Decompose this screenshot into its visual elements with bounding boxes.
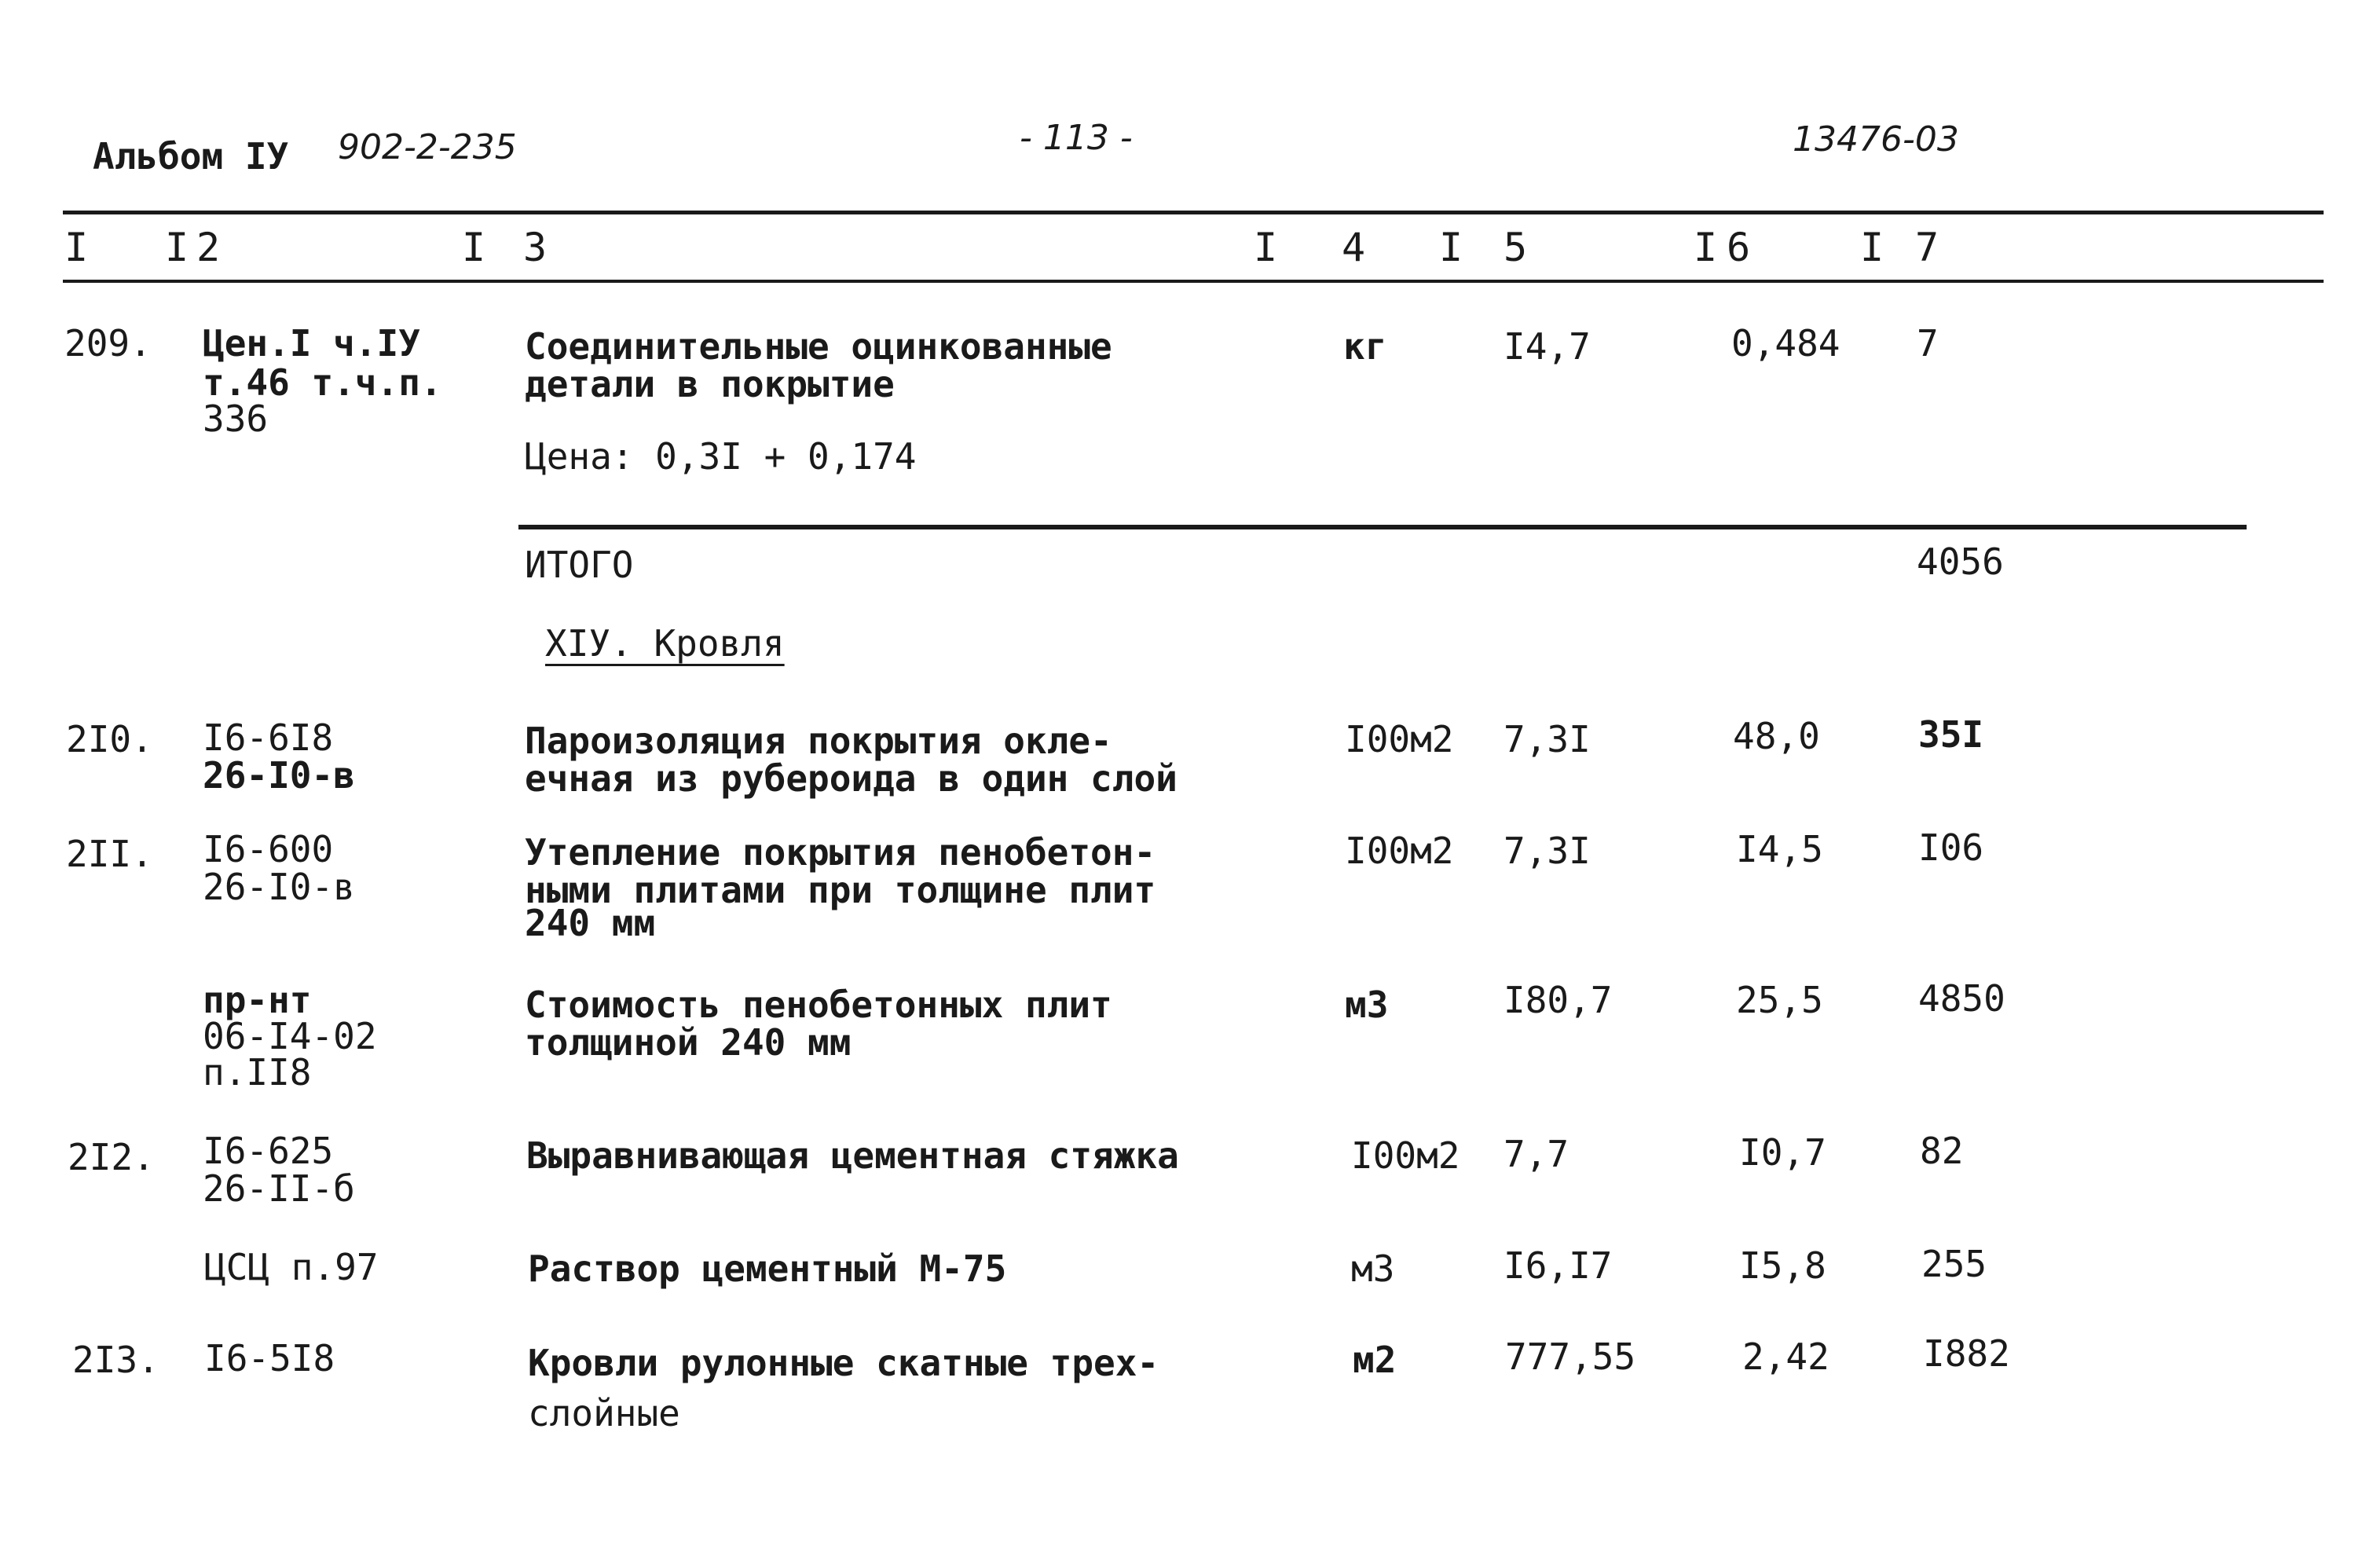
- total-value: 4056: [1917, 540, 2004, 583]
- page-number: - 113 -: [1020, 118, 1133, 158]
- document-code: 13476-03: [1793, 119, 1959, 159]
- row-price: I0,7: [1739, 1131, 1826, 1174]
- row-price: 0,484: [1731, 322, 1840, 365]
- row-unit: м3: [1345, 984, 1389, 1026]
- row-code-line: 26-I0-в: [203, 866, 355, 908]
- row-total: 7: [1917, 322, 1939, 365]
- column-divider: I: [1860, 225, 1884, 270]
- column-number: 4: [1342, 225, 1366, 270]
- top-rule: [63, 211, 2324, 214]
- row-number: 2I2.: [68, 1136, 155, 1178]
- row-quantity: 7,3I: [1503, 830, 1591, 872]
- row-number: 209.: [64, 322, 152, 365]
- row-unit: кг: [1343, 325, 1387, 368]
- column-number: 2: [196, 225, 221, 270]
- row-total: I06: [1918, 826, 1984, 869]
- row-code-line: 26-I0-в: [203, 754, 355, 797]
- row-description-line: ными плитами при толщине плит: [525, 869, 1156, 911]
- project-code: 902-2-235: [338, 127, 517, 167]
- row-description-line: Кровли рулонные скатные трех-: [528, 1342, 1159, 1384]
- row-code-line: I6-625: [203, 1130, 334, 1172]
- column-number: 7: [1915, 225, 1939, 270]
- column-divider: I: [462, 225, 486, 270]
- row-price: 25,5: [1736, 979, 1823, 1021]
- row-code-line: I6-600: [203, 828, 334, 870]
- row-quantity: I6,I7: [1503, 1244, 1613, 1287]
- row-number: 2I0.: [66, 718, 153, 760]
- row-quantity: I80,7: [1503, 979, 1613, 1021]
- row-description-line: ечная из рубероида в один слой: [525, 757, 1178, 800]
- row-quantity: 7,3I: [1503, 718, 1591, 760]
- row-description-line: Пароизоляция покрытия окле-: [525, 720, 1112, 762]
- row-description-line: Утепление покрытия пенобетон-: [525, 831, 1156, 874]
- row-description-line: толщиной 240 мм: [525, 1021, 852, 1064]
- row-total: 82: [1920, 1130, 1964, 1172]
- row-quantity: I4,7: [1503, 325, 1591, 368]
- row-code-line: I6-5I8: [204, 1337, 335, 1379]
- column-number: 5: [1503, 225, 1528, 270]
- row-total: 4850: [1918, 977, 2005, 1020]
- section-title: XIУ. Кровля: [545, 622, 785, 665]
- row-unit: м2: [1353, 1339, 1397, 1381]
- row-code-line: 26-II-б: [203, 1167, 355, 1210]
- row-code-line: Цен.I ч.IУ: [203, 322, 420, 365]
- column-number: 6: [1727, 225, 1751, 270]
- column-divider: I: [1254, 225, 1278, 270]
- total-rule: [518, 525, 2247, 529]
- row-unit: I00м2: [1345, 830, 1454, 872]
- total-label: ИТОГО: [525, 544, 634, 586]
- album-label: Альбом IУ: [93, 135, 289, 178]
- row-code-line: ЦСЦ п.97: [204, 1246, 379, 1288]
- row-description-line: 240 мм: [525, 902, 656, 944]
- row-quantity: 7,7: [1503, 1133, 1569, 1175]
- row-description-line: Соединительные оцинкованные: [525, 325, 1112, 368]
- row-number: 2II.: [66, 833, 153, 875]
- row-code-line: I6-6I8: [203, 716, 334, 759]
- row-total: 255: [1921, 1243, 1987, 1285]
- column-divider: I: [1694, 225, 1718, 270]
- row-total: 35I: [1918, 713, 1984, 756]
- column-divider: I: [1439, 225, 1463, 270]
- row-unit: I00м2: [1351, 1134, 1460, 1177]
- row-price: I5,8: [1739, 1244, 1826, 1287]
- column-divider: I: [165, 225, 189, 270]
- row-code-line: т.46 т.ч.п.: [203, 361, 442, 404]
- row-code-line: пр-нт: [203, 979, 312, 1021]
- row-total: I882: [1923, 1332, 2010, 1375]
- row-description-line: детали в покрытие: [525, 363, 895, 405]
- price-note: Цена: 0,3I + 0,174: [525, 435, 917, 478]
- row-price: 2,42: [1742, 1335, 1829, 1378]
- row-number: 2I3.: [72, 1339, 159, 1381]
- column-number: 3: [523, 225, 548, 270]
- row-description-line: слойные: [528, 1392, 680, 1434]
- row-description-line: Стоимость пенобетонных плит: [525, 984, 1112, 1026]
- row-unit: м3: [1351, 1247, 1395, 1290]
- row-code-line: 336: [203, 397, 269, 440]
- column-number: I: [64, 225, 89, 270]
- row-price: 48,0: [1733, 715, 1820, 757]
- row-quantity: 777,55: [1505, 1335, 1636, 1378]
- row-description-line: Раствор цементный М-75: [528, 1247, 1007, 1290]
- row-code-line: п.II8: [203, 1051, 312, 1094]
- header-rule: [63, 280, 2324, 283]
- row-price: I4,5: [1736, 828, 1823, 870]
- row-description-line: Выравнивающая цементная стяжка: [526, 1134, 1179, 1177]
- row-unit: I00м2: [1345, 718, 1454, 760]
- row-code-line: 06-I4-02: [203, 1015, 377, 1057]
